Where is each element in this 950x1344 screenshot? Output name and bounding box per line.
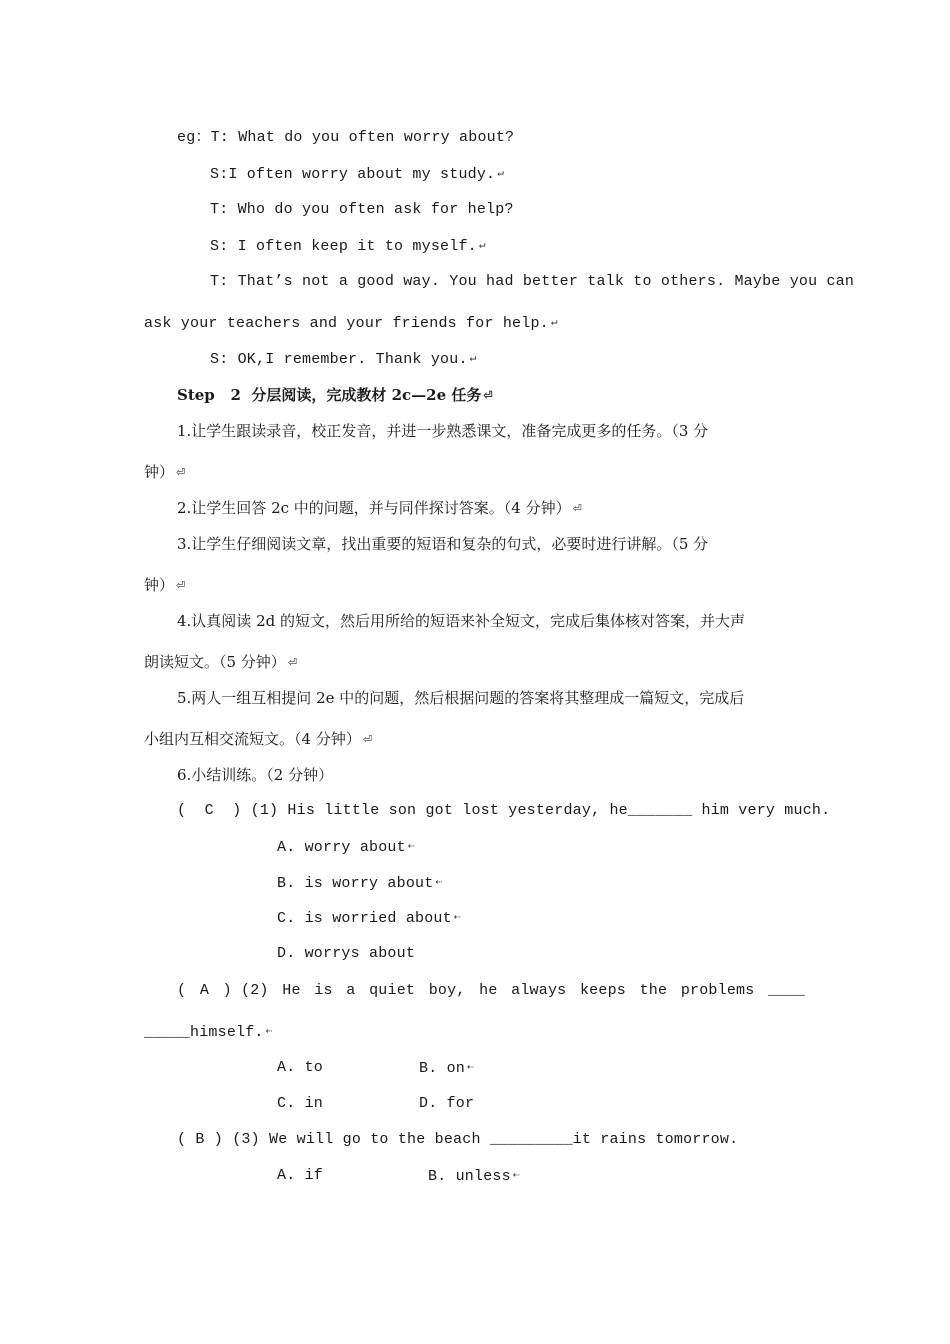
- question-2-option-b: B. on ⇠: [419, 1059, 474, 1077]
- step2-item-3-cont: 钟） ⏎: [144, 576, 186, 594]
- paragraph-mark-icon: ↵: [469, 353, 477, 365]
- dialogue-line-5-cont: ask your teachers and your friends for help. ↵: [144, 314, 558, 332]
- dialogue-line-6: S: OK,I remember. Thank you. ↵: [210, 350, 477, 368]
- arrow-mark-icon: ⇠: [407, 841, 415, 853]
- dialogue-line-5: T: That’s not a good way. You had better talk to others. Maybe you can: [210, 273, 855, 290]
- step2-item-5-cont: 小组内互相交流短文。（4 分钟） ⏎: [144, 730, 373, 748]
- question-2-option-c: C. in: [277, 1095, 324, 1112]
- paragraph-mark-icon: ↵: [478, 240, 486, 252]
- arrow-mark-icon: ⇠: [453, 912, 461, 924]
- question-2-stem: ( A ) (2) He is a quiet boy, he always keeps the problems ____: [177, 982, 805, 999]
- enter-mark-icon: ⏎: [287, 656, 298, 669]
- step2-item-3: 3.让学生仔细阅读文章，找出重要的短语和复杂的句式，必要时进行讲解。（5 分: [177, 535, 709, 553]
- step2-heading: Step 2 分层阅读，完成教材 2c—2e 任务 ⏎: [177, 386, 493, 404]
- question-1-option-d: D. worrys about: [277, 945, 416, 962]
- question-3-stem: ( B ) (3) We will go to the beach _________it rains tomorrow.: [177, 1131, 739, 1148]
- question-2-option-a: A. to: [277, 1059, 324, 1076]
- arrow-mark-icon: ⇠: [512, 1170, 520, 1182]
- question-2-option-d: D. for: [419, 1095, 475, 1112]
- dialogue-line-1: eg：T: What do you often worry about?: [177, 129, 515, 146]
- step2-item-1: 1.让学生跟读录音，校正发音，并进一步熟悉课文，准备完成更多的任务。（3 分: [177, 422, 709, 440]
- question-1-option-b: B. is worry about ⇠: [277, 874, 443, 892]
- enter-mark-icon: ⏎: [176, 579, 186, 592]
- step2-item-4: 4.认真阅读 2d 的短文，然后用所给的短语来补全短文，完成后集体核对答案，并大声: [177, 612, 745, 630]
- step2-item-1-cont: 钟） ⏎: [144, 463, 186, 481]
- question-1-option-c: C. is worried about ⇠: [277, 909, 461, 927]
- step2-item-6: 6.小结训练。（2 分钟）: [177, 766, 334, 784]
- enter-mark-icon: ⏎: [176, 466, 186, 479]
- step2-item-5: 5.两人一组互相提问 2e 中的问题，然后根据问题的答案将其整理成一篇短文，完成后: [177, 689, 745, 707]
- question-3-option-a: A. if: [277, 1167, 324, 1184]
- arrow-mark-icon: ⇠: [435, 877, 443, 889]
- enter-mark-icon: ⏎: [362, 733, 373, 746]
- step2-item-2: 2.让学生回答 2c 中的问题，并与同伴探讨答案。（4 分钟） ⏎: [177, 499, 582, 517]
- question-1-option-a: A. worry about ⇠: [277, 838, 415, 856]
- dialogue-line-4: S: I often keep it to myself. ↵: [210, 237, 486, 255]
- question-1-stem: ( C ) (1) His little son got lost yesterday, he_______ him very much.: [177, 802, 831, 819]
- paragraph-mark-icon: ↵: [497, 168, 505, 180]
- arrow-mark-icon: ⇠: [467, 1062, 474, 1074]
- question-3-option-b: B. unless ⇠: [428, 1167, 520, 1185]
- enter-mark-icon: ⏎: [483, 389, 493, 402]
- dialogue-line-3: T: Who do you often ask for help?: [210, 201, 514, 218]
- paragraph-mark-icon: ↵: [550, 317, 558, 329]
- dialogue-line-2: S:I often worry about my study. ↵: [210, 165, 505, 183]
- enter-mark-icon: ⏎: [572, 502, 582, 515]
- question-2-stem-cont: _____himself. ⇠: [144, 1023, 273, 1041]
- step2-item-4-cont: 朗读短文。（5 分钟） ⏎: [144, 653, 298, 671]
- arrow-mark-icon: ⇠: [265, 1026, 273, 1038]
